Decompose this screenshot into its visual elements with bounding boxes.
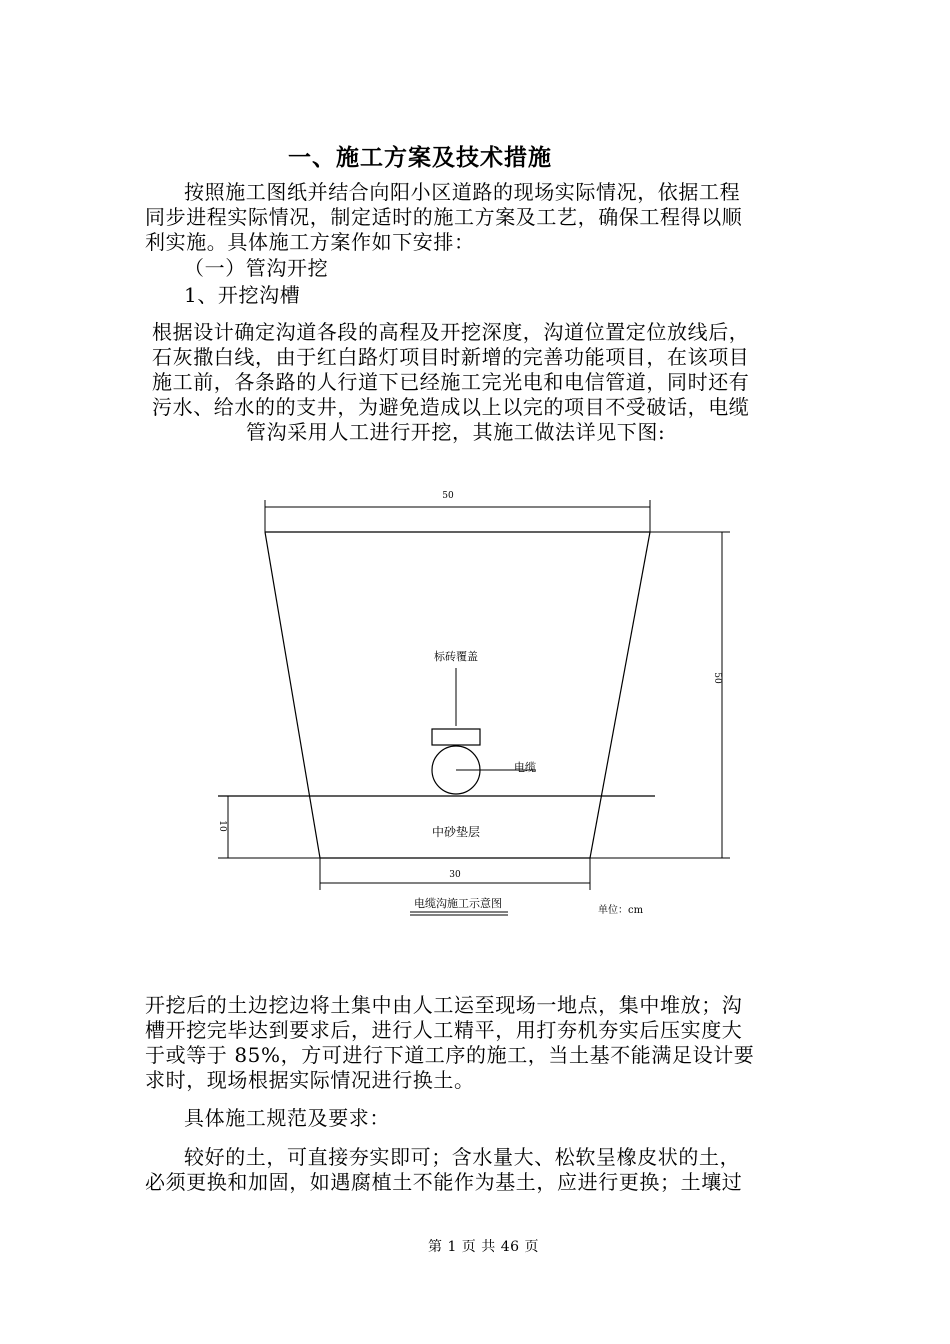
brick-cover (432, 729, 480, 745)
dim-right-label: 50 (712, 672, 722, 684)
after-line-2: 槽开挖完毕达到要求后，进行人工精平，用打夯机夯实后压实度大 (145, 1018, 743, 1042)
after-line-1: 开挖后的土边挖边将土集中由人工运至现场一地点，集中堆放；沟 (145, 993, 743, 1017)
section-heading: （一）管沟开挖 (184, 256, 329, 280)
trench-outline (218, 532, 655, 858)
spec-heading: 具体施工规范及要求： (184, 1106, 390, 1130)
after-line-3: 于或等于 85%，方可进行下道工序的施工，当土基不能满足设计要 (145, 1043, 755, 1067)
trench-line-4: 污水、给水的的支井，为避免造成以上以完的项目不受破话，电缆 (152, 395, 750, 419)
unit-label: 单位：cm (598, 905, 644, 916)
intro-line-2: 同步进程实际情况，制定适时的施工方案及工艺，确保工程得以顺 (145, 205, 743, 229)
dim-right (590, 532, 730, 858)
spec-line-2: 必须更换和加固，如遇腐植土不能作为基土，应进行更换；土壤过 (145, 1170, 743, 1194)
intro-line-3: 利实施。具体施工方案作如下安排： (145, 230, 475, 254)
dim-top (265, 500, 650, 532)
sand-label: 中砂垫层 (431, 825, 481, 839)
trench-line-5: 管沟采用人工进行开挖，其施工做法详见下图: (246, 420, 666, 444)
cable-trench-diagram (200, 480, 760, 940)
trench-line-3: 施工前，各条路的人行道下已经施工完光电和电信管道，同时还有 (152, 370, 750, 394)
after-line-4: 求时，现场根据实际情况进行换土。 (145, 1068, 475, 1092)
brick-label: 标砖覆盖 (434, 650, 478, 663)
page-footer: 第 1 页 共 46 页 (428, 1239, 539, 1255)
diagram-caption: 电缆沟施工示意图 (414, 897, 502, 910)
cable-label: 电缆 (514, 761, 536, 774)
spec-line-1: 较好的土，可直接夯实即可；含水量大、松软呈橡皮状的土， (184, 1145, 741, 1169)
trench-line-2: 石灰撒白线，由于红白路灯项目时新增的完善功能项目，在该项目 (152, 345, 750, 369)
subsection-heading: 1、开挖沟槽 (184, 283, 301, 307)
dim-top-label: 50 (442, 491, 454, 501)
dim-left-label: 10 (217, 820, 227, 832)
page-title: 一、施工方案及技术措施 (288, 144, 552, 171)
dim-bottom-label: 30 (449, 870, 461, 880)
intro-line-1: 按照施工图纸并结合向阳小区道路的现场实际情况，依据工程 (184, 180, 741, 204)
dim-left (218, 796, 320, 858)
trench-line-1: 根据设计确定沟道各段的高程及开挖深度，沟道位置定位放线后， (152, 320, 750, 344)
